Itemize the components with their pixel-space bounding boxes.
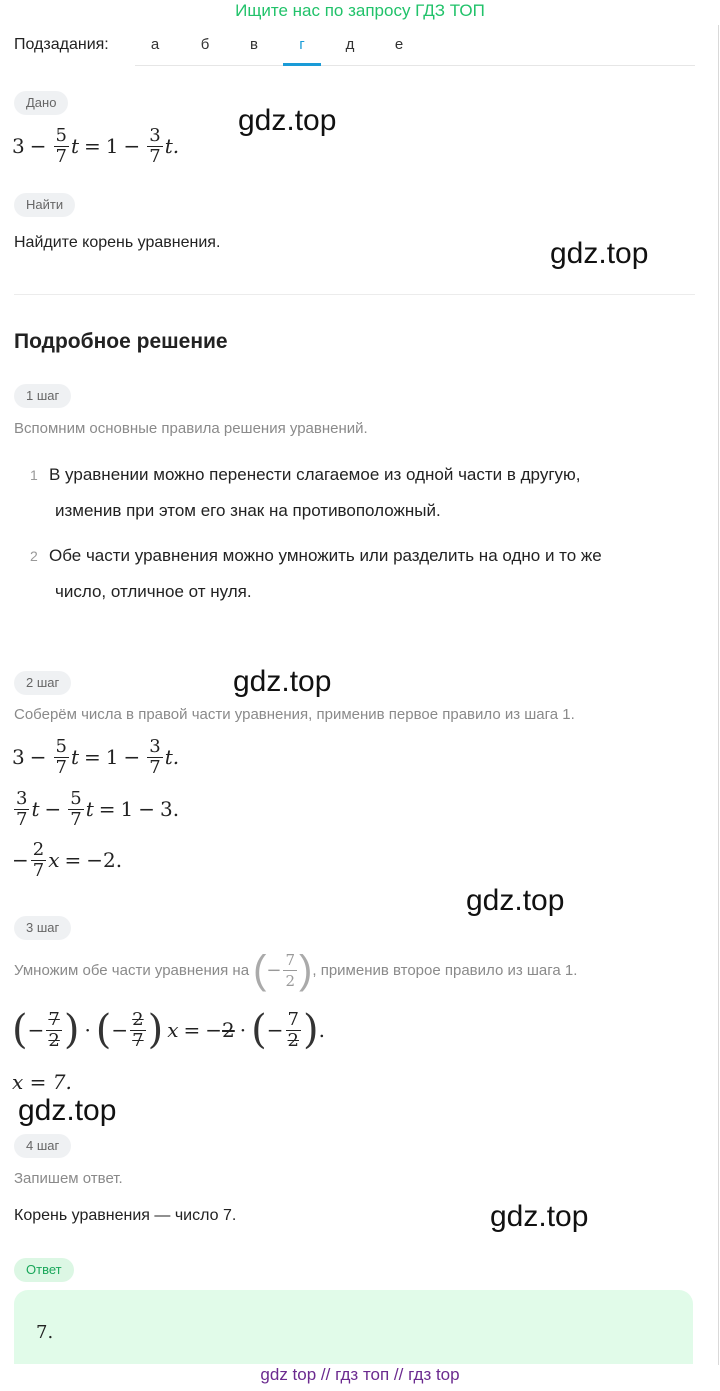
active-tab-indicator: [283, 63, 321, 66]
step3-equation: ( − $\frac{7}{2}$ ) · ( − $\frac{2}{7}$ ) x = − 2 · ( − $\frac{7}{2}$ ) .: [12, 1007, 325, 1053]
eq-op: −: [29, 134, 47, 158]
page-border: [718, 25, 719, 1365]
answer-pill: Ответ: [14, 1258, 74, 1282]
eq-var: t.: [164, 134, 180, 158]
step2-pill-wrap: [14, 671, 71, 695]
rule-text: число, отличное от нуля.: [55, 582, 252, 601]
subtasks-label: Подзадания:: [14, 36, 109, 53]
step1-pill-wrap: [14, 384, 71, 408]
tab-d[interactable]: д: [345, 36, 355, 53]
step2-intro: Соберём числа в правой части уравнения, применив первое правило из шага 1.: [14, 706, 575, 723]
watermark: gdz.top: [550, 237, 649, 270]
tab-g[interactable]: г: [299, 36, 305, 53]
step2-pill: 2 шаг: [14, 671, 71, 695]
footer-links[interactable]: gdz top // гдз топ // гдз top: [260, 1365, 460, 1384]
step3-intro: Умножим обе части уравнения на: [14, 961, 250, 979]
tab-a[interactable]: а: [150, 36, 160, 53]
eq-op: =: [84, 134, 101, 158]
eq-term: 1: [105, 134, 119, 158]
tab-v[interactable]: в: [250, 36, 258, 53]
given-equation: [12, 122, 179, 170]
rule-text: Обе части уравнения можно умножить или разделить на одно и то же: [49, 546, 602, 565]
answer-box: [14, 1290, 693, 1364]
step4-intro: Запишем ответ.: [14, 1170, 123, 1187]
search-banner: Ищите нас по запросу ГДЗ ТОП: [235, 1, 485, 20]
watermark: gdz.top: [490, 1200, 589, 1233]
rule-number: 1: [30, 467, 38, 483]
subtask-tabs: [135, 30, 695, 66]
step2-line3: − $\frac{2}{7}$ x = −2.: [12, 838, 123, 881]
answer-pill-wrap: [14, 1258, 74, 1282]
watermark: gdz.top: [233, 665, 332, 698]
watermark: gdz.top: [238, 104, 337, 137]
given-pill: Дано: [14, 91, 68, 115]
step2-line1: 3 − $\frac{5}{7}$ t = 1 − $\frac{3}{7}$ t.: [12, 735, 180, 778]
rule-text: В уравнении можно перенести слагаемое из одной части в другую,: [49, 465, 581, 484]
eq-fraction: $\frac{3}{7}$: [149, 124, 161, 167]
section-divider: [14, 294, 695, 295]
eq-term: 3: [12, 134, 25, 158]
step3-pill-wrap: [14, 916, 71, 940]
watermark: gdz.top: [466, 884, 565, 917]
step4-text: Корень уравнения — число 7.: [14, 1207, 237, 1224]
step3-intro-tail: , применив второе правило из шага 1.: [312, 961, 578, 979]
eq-op: −: [123, 134, 141, 158]
step3-pill: 3 шаг: [14, 916, 71, 940]
step2-line2: $\frac{3}{7}$ t − $\frac{5}{7}$ t = 1 − 3.: [16, 787, 180, 830]
watermark: gdz.top: [18, 1094, 117, 1127]
find-pill: Найти: [14, 193, 75, 217]
step3-intro-row: Умножим обе части уравнения на ( − $\frac{7}{2}$ ) , применив второе правило из шага 1.: [14, 948, 578, 992]
step3-result: x = 7.: [12, 1070, 72, 1094]
step1-pill: 1 шаг: [14, 384, 71, 408]
step1-intro: Вспомним основные правила решения уравнений.: [14, 420, 368, 437]
rule-number: 2: [30, 548, 38, 564]
given-pill-wrap: [14, 91, 68, 115]
answer-value: 7.: [36, 1322, 54, 1343]
eq-var: t: [70, 134, 79, 158]
eq-fraction: $\frac{5}{7}$: [55, 124, 67, 167]
step4-pill: 4 шаг: [14, 1134, 71, 1158]
tab-e[interactable]: е: [394, 36, 404, 53]
step4-pill-wrap: [14, 1134, 71, 1158]
solution-heading: Подробное решение: [14, 330, 228, 353]
find-text: Найдите корень уравнения.: [14, 234, 221, 251]
find-pill-wrap: [14, 193, 75, 217]
tab-b[interactable]: б: [200, 36, 210, 53]
rule-text: изменив при этом его знак на противоположный.: [55, 501, 441, 520]
